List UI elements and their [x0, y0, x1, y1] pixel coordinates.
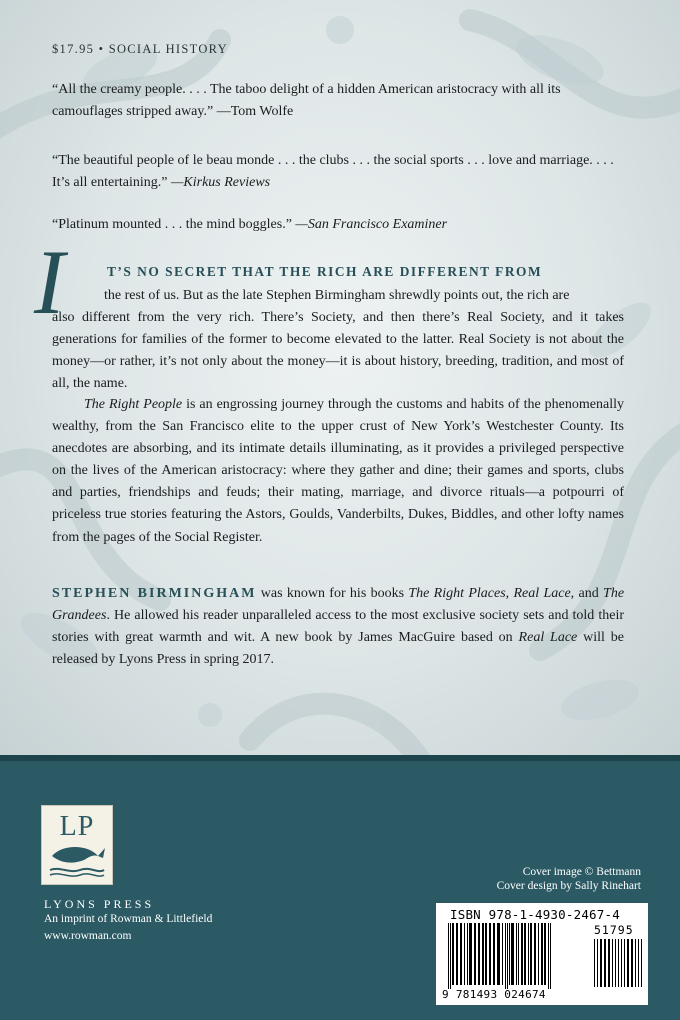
description-paragraph-1 — [52, 285, 624, 395]
barcode-bar — [528, 923, 529, 985]
addon-barcode-bar — [618, 939, 619, 987]
review-quote-tom-wolfe — [52, 79, 628, 123]
author-bio-text: , and — [570, 586, 604, 601]
barcode-bar — [452, 923, 454, 985]
book-title: Real Lace — [518, 630, 578, 646]
barcode-bar — [505, 923, 506, 989]
barcode-bar — [511, 923, 514, 985]
barcode-bar — [530, 923, 532, 985]
description-paragraph-1-first-line: the rest of us. But as the late Stephen Birmingham shrewdly points out, the rich are — [104, 288, 570, 303]
addon-barcode-bar — [615, 939, 616, 987]
description-lead-in: T’S NO SECRET THAT THE RICH ARE DIFFERENT FROM — [107, 264, 543, 279]
quote-text: “All the creamy people. . . . The taboo delight of a hidden American aristocracy with all its camouflages stripped away.” — [52, 82, 561, 119]
barcode-bar — [502, 923, 503, 985]
barcode-bar — [497, 923, 500, 985]
barcode-bar — [450, 923, 451, 989]
panel-divider — [0, 755, 680, 761]
barcode-bar — [538, 923, 539, 985]
review-quote-sf-examiner — [52, 214, 628, 236]
addon-barcode-bar — [597, 939, 598, 987]
publisher-logo-letters: LP — [59, 811, 95, 842]
barcode-bar — [467, 923, 468, 985]
book-title: The Right Places — [408, 586, 506, 601]
barcode-bar — [485, 923, 487, 985]
author-bio — [52, 583, 624, 671]
book-title: The Right People — [84, 397, 183, 412]
review-quote-kirkus — [52, 150, 628, 194]
description-paragraph-2-text: is an engrossing journey through the customs and habits of the phenomenally wealthy, from the San Francisco elite to the upper crust of New York’s Westchester County. Its anecdotes are absorbing, and its intimate details illuminating, as it provides a privileged perspective on the lives of the American aristocracy: where they gather and dine; their games and sports, clubs and parties, friendships and feuds; their mating, marriage, and divorce rituals—a potpourri of priceless true stories featuring the Astors, Goulds, Vanderbilts, Dukes, Biddles, and other lofty names from the pages of the Social Register. — [52, 397, 624, 545]
publisher-imprint: An imprint of Rowman & Littlefield — [44, 913, 213, 925]
barcode-bar — [460, 923, 462, 985]
addon-barcode-bar — [594, 939, 595, 987]
publisher-name: LYONS PRESS — [44, 897, 155, 911]
addon-barcode-bar — [638, 939, 639, 987]
book-title: Real Lace — [513, 586, 571, 601]
description-paragraph-1-rest: also different from the very rich. There’s Society, and then there’s Real Society, and it takes generations for families of the former to become elevated to the latter. Real Society is not about the money—or rather, it’s not only about the money—it is about history, breeding, tradition, and most of all, the name. — [52, 310, 624, 392]
addon-barcode-bar — [627, 939, 629, 987]
quote-text: “Platinum mounted . . . the mind boggles.” — [52, 217, 296, 232]
quote-source: —San Francisco Examiner — [295, 217, 448, 232]
publisher-logo — [41, 805, 113, 885]
addon-barcode-bar — [641, 939, 642, 987]
addon-barcode-bar — [604, 939, 606, 987]
publisher-url: www.rowman.com — [44, 930, 132, 942]
barcode-bar — [464, 923, 465, 985]
quote-source: —Tom Wolfe — [216, 104, 294, 119]
barcode-bar — [489, 923, 491, 985]
barcode-bar — [507, 923, 508, 989]
addon-barcode-bar — [631, 939, 633, 987]
isbn-number: ISBN 978-1-4930-2467-4 — [450, 907, 620, 922]
addon-barcode-bar — [624, 939, 625, 987]
price-category-line: $17.95 • SOCIAL HISTORY — [52, 42, 228, 56]
price-code: 51795 — [594, 923, 634, 937]
author-bio-text: . He allowed his reader unparalleled access to the most exclusive society sets and told their stories with great warmth and wit. A new book by James MacGuire based on — [52, 608, 624, 646]
barcode-bar — [544, 923, 546, 985]
barcode-bar — [509, 923, 510, 985]
addon-barcode-bar — [608, 939, 610, 987]
barcode-bar — [469, 923, 472, 985]
addon-barcode-bar — [621, 939, 622, 987]
barcode-bar — [448, 923, 449, 989]
author-bio-text: , — [505, 586, 514, 601]
book-title: The Grandees — [52, 586, 625, 624]
addon-barcode-bar — [600, 939, 602, 987]
barcode-bar — [534, 923, 536, 985]
barcode-bar — [478, 923, 480, 985]
cover-image-credit: Cover image © Bettmann — [522, 866, 641, 878]
leaping-fish-icon — [48, 842, 106, 878]
barcode-bar — [524, 923, 526, 985]
cover-design-credit: Cover design by Sally Rinehart — [496, 880, 641, 892]
barcode-bar — [493, 923, 495, 985]
author-bio-text: will be released by Lyons Press in spring 2017. — [52, 630, 624, 668]
barcode-bar — [541, 923, 543, 985]
barcode-bar — [518, 923, 519, 985]
isbn-barcode — [436, 903, 648, 1005]
description-paragraph-2 — [52, 394, 624, 549]
addon-barcode-bar — [612, 939, 613, 987]
barcode-bar — [521, 923, 523, 985]
author-name: STEPHEN BIRMINGHAM — [52, 586, 257, 601]
quote-text: “The beautiful people of le beau monde . . . the clubs . . . the social sports . . . love and marriage. . . . It’s all entertaining.” — [52, 153, 614, 190]
barcode-bar — [550, 923, 551, 989]
author-bio-text: was known for his books — [256, 586, 409, 601]
addon-barcode-bar — [635, 939, 636, 987]
barcode-bar — [516, 923, 517, 985]
drop-cap-letter: I — [34, 231, 65, 333]
barcode-bar — [456, 923, 458, 985]
ean-digits: 9 781493 024674 — [442, 988, 546, 1001]
quote-source: —Kirkus Reviews — [170, 175, 271, 190]
barcode-bar — [482, 923, 484, 985]
barcode-bar — [548, 923, 549, 989]
barcode-bar — [474, 923, 476, 985]
